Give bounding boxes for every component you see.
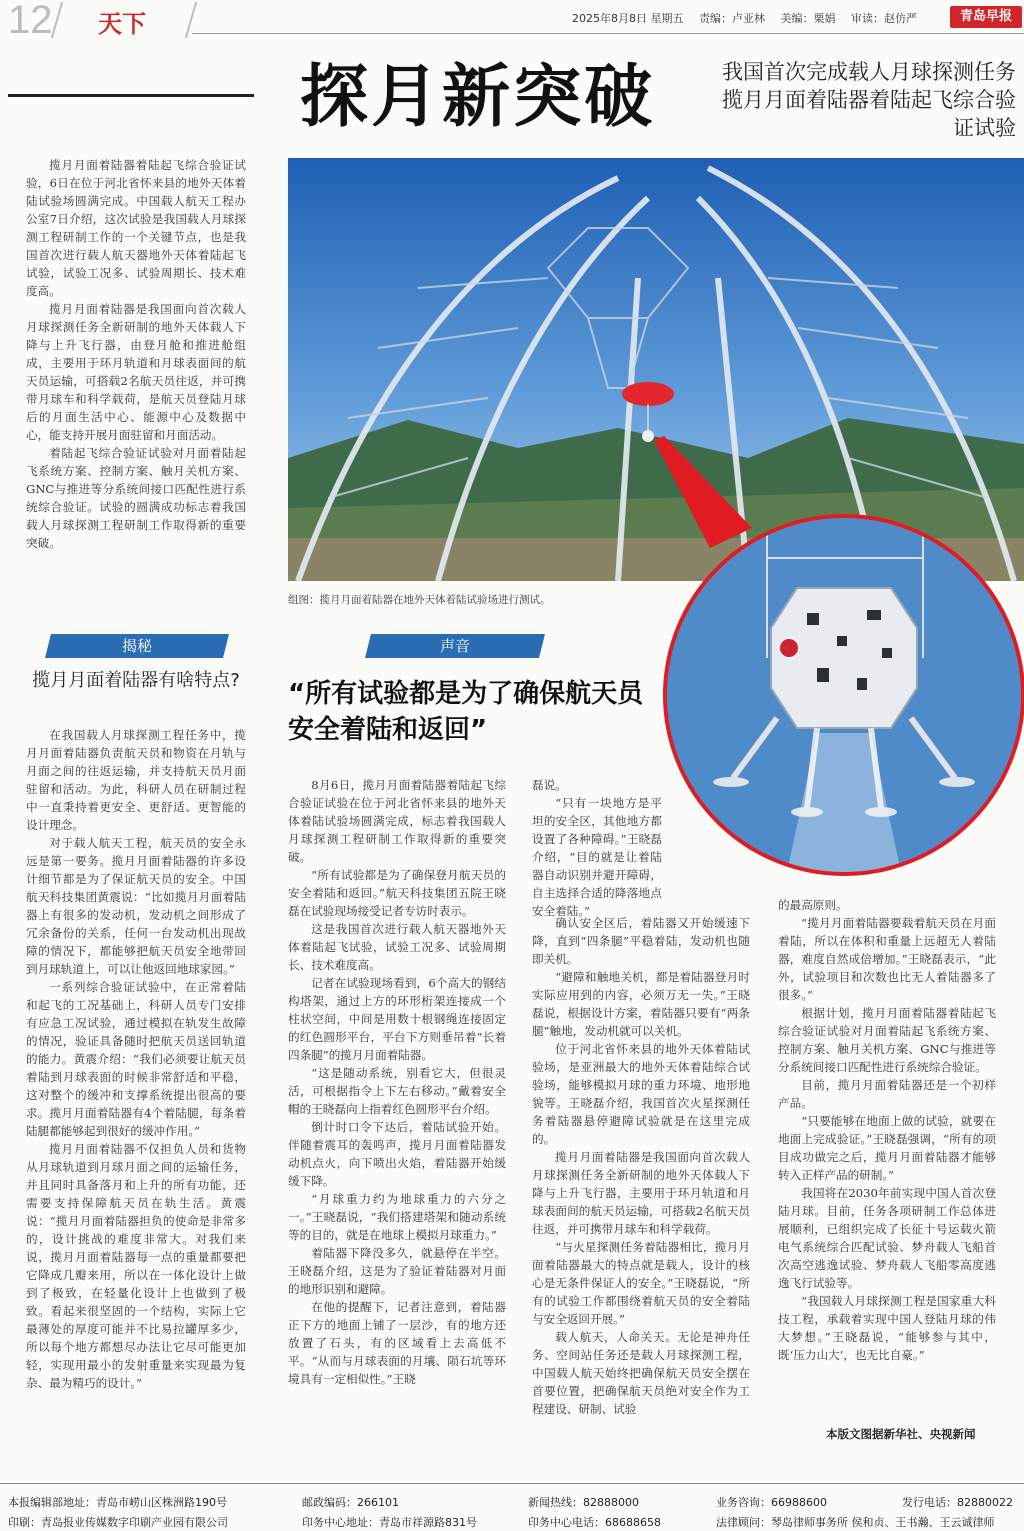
photo-caption: 组图：揽月月面着陆器在地外天体着陆试验场进行测试。 [288, 594, 551, 606]
headline-deck: 我国首次完成载人月球探测任务揽月月面着陆器着陆起飞综合验证试验 [722, 60, 1016, 140]
paragraph: 的最高原则。 [778, 898, 848, 912]
paragraph: 揽月月面着陆器是我国面向首次载人月球探测任务全新研制的地外天体载人下降与上升飞行器，由登月舱和推进舱组成，主要用于环月轨道和月球表面间的航天员运输，可搭载2名航天员往返，并可携带月球车和科学载荷，是航天员登陆月球后的月面生活中心、能源中心及数据中心，能支持开展月面驻留和月面活动。 [26, 302, 246, 442]
paragraph: 目前，揽月月面着陆器还是一个初样产品。 [778, 1078, 996, 1110]
paragraph: 倒计时口令下达后，着陆试验开始。伴随着震耳的轰鸣声，揽月月面着陆器发动机点火，向下喷出火焰，着陆器开始缓缓下降。 [288, 1120, 506, 1188]
paragraph: “只要能够在地面上做的试验，就要在地面上完成验证。”王晓磊强调，“所有的项目成功做完之后，揽月月面着陆器才能够转入正样产品的研制。” [778, 1114, 996, 1182]
paragraph: “只有一块地方是平坦的安全区，其他地方都设置了各种障碍。”王晓磊介绍，“目的就是让着陆器自动识别并避开障碍，自主选择合适的降落地点安全着陆。” [532, 796, 662, 918]
voice-title: “所有试验都是为了确保航天员安全着陆和返回” [288, 679, 644, 745]
paragraph: 在他的提醒下，记者注意到，着陆器正下方的地面上铺了一层沙，有的地方还放置了石头，有的区域看上去高低不平。“从而与月球表面的月壤、陨石坑等环境具有一定相似性。”王晓 [288, 1300, 506, 1386]
lander-closeup-photo [663, 514, 1024, 876]
issue-date: 2025年8月8日 星期五 [572, 12, 684, 25]
paragraph: 我国将在2030年前实现中国人首次登陆月球。目前，任务各项研制工作总体进展顺利，已组织完成了长征十号运载火箭电气系统综合匹配试验、梦舟载人飞船首次高空逃逸试验、梦舟载人飞船零高度逃逸飞行试验等。 [778, 1186, 996, 1290]
paragraph: 对于载人航天工程，航天员的安全永远是第一要务。揽月月面着陆器的许多设计细节都是为了保证航天员的安全。中国航天科技集团黄震说：“比如揽月月面着陆器上有很多的发动机，发动机之间形成了冗余备份的关系，任何一台发动机出现故障的情况下，都能够把航天员安全地带回到月球轨道上，可以让他返回地球家园。” [26, 836, 246, 976]
footer-printer: 印刷：青岛报业传媒数字印刷产业园有限公司 [8, 1516, 228, 1529]
voice-column-2 [532, 914, 750, 1418]
paragraph: “所有试验都是为了确保登月航天员的安全着陆和返回。”航天科技集团五院王晓磊在试验现场接受记者专访时表示。 [288, 868, 506, 918]
paragraph: 揽月月面着陆器不仅担负人员和货物从月球轨道到月球月面之间的运输任务，并且同时具备落月和上升的所有功能，还需要支持保障航天员在轨生活。黄震说：“揽月月面着陆器担负的使命是非常多的，设计挑战的难度非常大。对我们来说，揽月月面着陆器每一点的重量都要把它降成几瓣来用，所以在一体化设计上做到了极致，在轻量化设计上也做到了极致。看起来很坚固的一个结构，实际上它最薄处的厚度可能并不比易拉罐厚多少，所以每个地方都想尽办法让它尽可能更加轻，实现用最小的发射重量来实现最为复杂、最为精巧的设计。” [26, 1142, 246, 1390]
paragraph: 载人航天，人命关天。无论是神舟任务、空间站任务还是载人月球探测工程，中国载人航天始终把确保航天员安全摆在首要位置，把确保航天员绝对安全作为工程建设、研制、试验 [532, 1330, 750, 1416]
paragraph: 磊说。 [532, 778, 567, 792]
footer-business-line: 业务咨询：66988600 [716, 1496, 827, 1509]
proofreader-credit: 审读：赵仿严 [851, 12, 917, 25]
main-headline: 探月新突破 [300, 58, 656, 137]
paragraph: 揽月月面着陆器是我国面向首次载人月球探测任务全新研制的地外天体载人下降与上升飞行器，主要用于环月轨道和月球表面间的航天员运输，可搭载2名航天员往返，并可携带月球车和科学载荷。 [532, 1150, 750, 1236]
paragraph: 8月6日，揽月月面着陆器着陆起飞综合验证试验在位于河北省怀来县的地外天体着陆试验场圆满完成，标志着我国载人月球探测工程研制工作取得新的重要突破。 [288, 778, 506, 864]
footer-news-hotline: 新闻热线：82888000 [528, 1496, 639, 1509]
paragraph: 着陆起飞综合验证试验对月面着陆起飞系统方案、控制方案、触月关机方案、GNC与推进等分系统间接口匹配性进行系统综合验证。试验的圆满成功标志着我国载人月球探测工程研制工作取得新的重要突破。 [26, 446, 246, 550]
voice-tag-label: 声音 [439, 637, 470, 655]
lander-illustration [667, 518, 1021, 872]
paragraph: “揽月月面着陆器要载着航天员在月面着陆，所以在体积和重量上远超无人着陆器，难度自然成倍增加。”王晓磊表示，“此外，试验项目和次数也比无人着陆器多了很多。” [778, 916, 996, 1002]
column-rule [8, 94, 254, 97]
footer-print-phone: 印务中心电话：68688658 [528, 1516, 661, 1529]
paragraph: “避障和触地关机，都是着陆器登月时实际应用到的内容，必须万无一失。”王晓磊说，根据设计方案，着陆器只要有“两条腿”触地，发动机就可以关机。 [532, 970, 750, 1038]
paragraph: 根据计划，揽月月面着陆器着陆起飞综合验证试验对月面着陆起飞系统方案、控制方案、触月关机方案、GNC与推进等分系统间接口匹配性进行系统综合验证。 [778, 1006, 996, 1074]
paragraph: 在我国载人月球探测工程任务中，揽月月面着陆器负责航天员和物资在月轨与月面之间的往返运输，并支持航天员月面驻留和活动。为此，科研人员在研制过程中一直秉持着更安全、更舒适、更智能的设计理念。 [26, 728, 246, 832]
explainer-tag-label: 揭秘 [121, 637, 152, 655]
footer-print-address: 印务中心地址：青岛市祥源路831号 [302, 1516, 477, 1529]
paragraph: 这是我国首次进行载人航天器地外天体着陆起飞试验，试验工况多、试验周期长、技术难度高。 [288, 922, 506, 972]
footer-legal-counsel: 法律顾问：琴岛律师事务所 侯和贞、王书瀚、王云诚律师 [716, 1516, 995, 1529]
dateline [572, 10, 929, 26]
page-number: 12 [8, 0, 53, 42]
designer-credit: 美编：栗娟 [780, 12, 836, 25]
section-title: 天下 [98, 10, 146, 38]
voice-column-3 [778, 896, 996, 1364]
paragraph: “与火星探测任务着陆器相比，揽月月面着陆器最大的特点就是载人，设计的核心是无条件保证人的安全。”王晓磊说，“所有的试验工作都围绕着航天员的安全着陆与安全返回开展。” [532, 1240, 750, 1326]
header-rule [192, 33, 1024, 34]
paragraph: “月球重力约为地球重力的六分之一。”王晓磊说，“我们搭建塔架和随动系统等的目的，就是在地球上模拟月球重力。” [288, 1192, 506, 1242]
paragraph: “我国载人月球探测工程是国家重大科技工程，承载着实现中国人登陆月球的伟大梦想。”王晓磊说，“能够参与其中，既‘压力山大’，也无比自豪。” [778, 1294, 996, 1362]
paragraph: 确认安全区后，着陆器又开始缓速下降，直到“四条腿”平稳着陆，发动机也随即关机。 [532, 916, 750, 966]
paragraph: “这是随动系统，别看它大，但很灵活，可根据指令上下左右移动。”戴着安全帽的王晓磊向上指着红色圆形平台介绍。 [288, 1066, 506, 1116]
header-divider [51, 2, 63, 38]
footer-address: 本报编辑部地址：青岛市崂山区株洲路190号 [8, 1496, 227, 1509]
editor-credit: 责编：卢亚林 [699, 12, 765, 25]
paragraph: 揽月月面着陆器着陆起飞综合验证试验，6日在位于河北省怀来县的地外天体着陆试验场圆满完成。中国载人航天工程办公室7日介绍，这次试验是我国载人月球探测工程研制工作的一个关键节点，也是我国首次进行载人航天器地外天体着陆起飞试验，试验工况多、试验周期长、技术难度高。 [26, 158, 246, 298]
footer-postcode: 邮政编码：266101 [302, 1496, 399, 1509]
voice-tag [365, 634, 545, 658]
lead-article [26, 156, 246, 552]
paragraph: 一系列综合验证试验中，在正常着陆和起飞的工况基础上，科研人员专门安排有应急工况试验，通过模拟在轨发生故障的情况，验证具备随时把航天员送回轨道的能力。黄震介绍：“我们必须要让航天员着陆到月球表面的时候非常舒适和平稳，这对整个的缓冲和支撑系统提出很高的要求。揽月月面着陆器有4个着陆腿，每条着陆腿都能够起到很好的缓冲作用。” [26, 980, 246, 1138]
explainer-article [26, 726, 246, 1392]
newspaper-logo: 青岛早报 [950, 6, 1022, 28]
paragraph: 位于河北省怀来县的地外天体着陆试验场，是亚洲最大的地外天体着陆综合试验场，能够模拟月球的重力环境、地形地貌等。王晓磊介绍，我国首次火星探测任务着陆器悬停避障试验就是在这里完成的。 [532, 1042, 750, 1146]
explainer-tag [45, 634, 229, 658]
voice-column-1 [288, 776, 506, 1388]
paragraph: 记者在试验现场看到，6个高大的钢结构塔架，通过上方的环形桁架连接成一个柱状空间，中间是用数十根钢绳连接固定的红色圆形平台，平台下方则垂吊着“长着四条腿”的揽月月面着陆器。 [288, 976, 506, 1062]
explainer-title: 揽月月面着陆器有啥特点? [32, 670, 240, 691]
photo-credit: 本版文图据新华社、央视新闻 [826, 1427, 976, 1441]
voice-column-2-top [532, 776, 662, 920]
footer-rule [0, 1483, 1024, 1484]
paragraph: 着陆器下降没多久，就悬停在半空。王晓磊介绍，这是为了验证着陆器对月面的地形识别和避障。 [288, 1246, 506, 1296]
footer-circulation-line: 发行电话：82880022 [902, 1496, 1013, 1509]
